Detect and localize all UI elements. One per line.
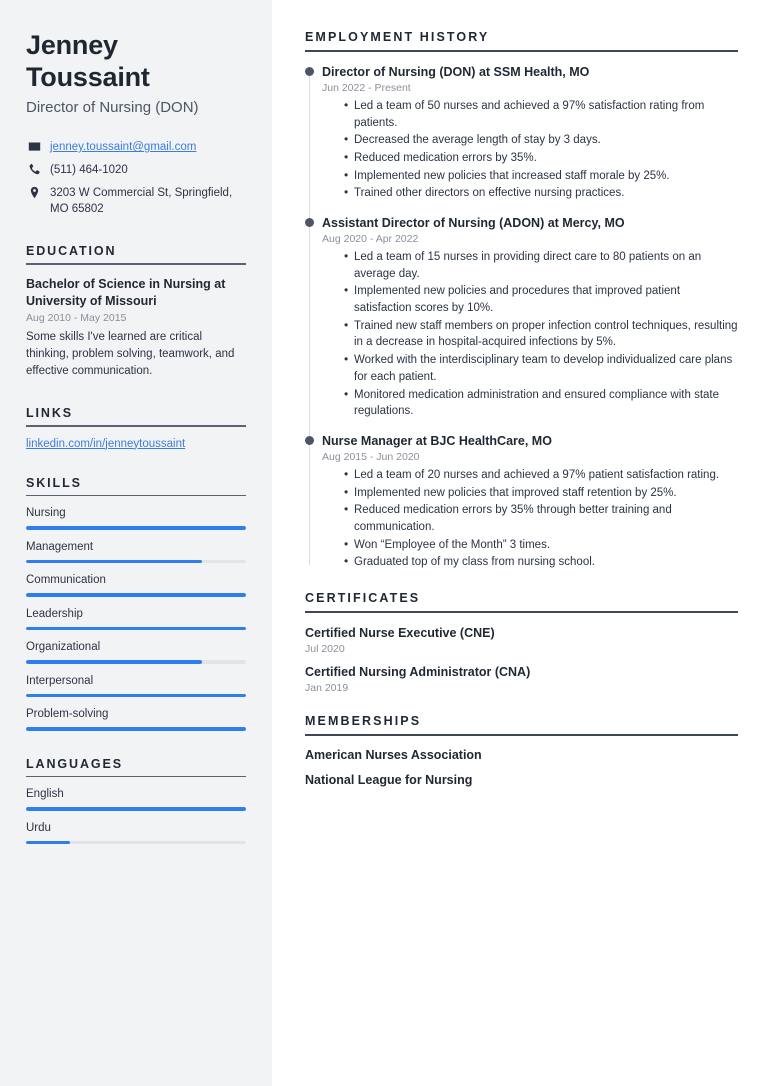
employment-divider [305, 50, 738, 52]
job-bullet: • Implemented new policies that improved staff retention by 25%. [344, 485, 738, 502]
job-title: Director of Nursing (DON) at SSM Health, MO [322, 64, 590, 79]
map-pin-icon [26, 185, 42, 199]
job-bullet-list [322, 249, 738, 420]
skill-bar-fill [26, 526, 246, 530]
memberships-heading: MEMBERSHIPS [305, 714, 422, 729]
contact-details [26, 139, 246, 218]
certificate-date: Jul 2020 [305, 642, 345, 655]
language-label: Urdu [26, 821, 51, 834]
certificates-heading: CERTIFICATES [305, 591, 421, 606]
language-item [26, 822, 246, 845]
languages-heading: LANGUAGES [26, 756, 123, 771]
education-title: Bachelor of Science in Nursing at University of Missouri [26, 276, 226, 308]
envelope-icon [26, 139, 42, 153]
links-heading: LINKS [26, 406, 73, 421]
contact-row-address [26, 185, 246, 218]
memberships-list [305, 748, 738, 787]
languages-section [26, 757, 246, 845]
language-bar-fill [26, 841, 70, 845]
languages-list [26, 788, 246, 844]
education-description: Some skills I've learned are critical thinking, problem solving, teamwork, and effective communication. [26, 331, 235, 378]
link-item-linkedin[interactable]: linkedin.com/in/jenneytoussaint [26, 437, 186, 450]
education-date: Aug 2010 - May 2015 [26, 312, 127, 324]
contact-row-phone [26, 162, 246, 179]
skills-heading: SKILLS [26, 475, 82, 490]
contact-row-email [26, 139, 246, 156]
candidate-name: Jenney Toussaint [26, 30, 150, 92]
skill-bar-fill [26, 627, 246, 631]
job-bullet-list [322, 467, 738, 571]
phone-value: (511) 464-1020 [50, 163, 128, 176]
address-value: 3203 W Commercial St, Springfield, MO 65802 [50, 186, 233, 216]
skill-item [26, 541, 246, 564]
skill-bar-track [26, 526, 246, 530]
sidebar [0, 0, 272, 1086]
skill-bar-fill [26, 694, 246, 698]
job-entry [322, 215, 738, 420]
skill-label: Organizational [26, 641, 101, 654]
skill-bar-fill [26, 727, 246, 731]
skill-label: Management [26, 540, 94, 553]
skill-label: Leadership [26, 607, 83, 620]
education-divider [26, 263, 246, 265]
certificate-name: Certified Nursing Administrator (CNA) [305, 664, 531, 679]
skill-bar-track [26, 593, 246, 597]
job-bullet: • Reduced medication errors by 35%. [344, 150, 738, 167]
skill-item [26, 708, 246, 731]
skill-item [26, 574, 246, 597]
language-bar-fill [26, 807, 246, 811]
candidate-job-title: Director of Nursing (DON) [26, 98, 199, 116]
skill-bar-fill [26, 560, 202, 564]
job-date: Aug 2020 - Apr 2022 [322, 233, 419, 246]
education-heading: EDUCATION [26, 243, 117, 258]
certificate-item [305, 625, 738, 655]
certificate-name: Certified Nurse Executive (CNE) [305, 625, 495, 640]
job-bullet: • Reduced medication errors by 35% through better training and communication. [344, 502, 738, 535]
skill-bar-track [26, 627, 246, 631]
employment-timeline [305, 64, 738, 572]
job-bullet: • Implemented new policies and procedures that improved patient satisfaction scores by 10%. [344, 283, 738, 316]
skill-item [26, 608, 246, 631]
memberships-divider [305, 734, 738, 736]
membership-item: National League for Nursing [305, 772, 473, 787]
employment-section [305, 30, 738, 571]
skill-label: Nursing [26, 507, 66, 520]
skill-label: Problem-solving [26, 708, 109, 721]
language-item [26, 788, 246, 811]
job-date: Jun 2022 - Present [322, 81, 411, 94]
job-bullet: • Graduated top of my class from nursing school. [344, 554, 738, 571]
education-section [26, 244, 246, 380]
certificate-date: Jan 2019 [305, 682, 349, 695]
phone-icon [26, 162, 42, 176]
email-link[interactable]: jenney.toussaint@gmail.com [50, 141, 197, 154]
skill-label: Interpersonal [26, 674, 94, 687]
job-bullet: • Won “Employee of the Month” 3 times. [344, 537, 738, 554]
skill-bar-fill [26, 660, 202, 664]
employment-heading: EMPLOYMENT HISTORY [305, 30, 490, 44]
languages-divider [26, 776, 246, 778]
skill-item [26, 675, 246, 698]
skill-bar-fill [26, 593, 246, 597]
skill-item [26, 507, 246, 530]
job-bullet: • Led a team of 15 nurses in providing direct care to 80 patients on an average day. [344, 249, 738, 282]
certificates-list [305, 625, 738, 695]
certificates-divider [305, 611, 738, 613]
job-bullet: • Led a team of 20 nurses and achieved a 97% patient satisfaction rating. [344, 467, 738, 484]
job-bullet: • Trained new staff members on proper infection control techniques, resulting in a decrease in hospital-acquired infections by 5%. [344, 318, 738, 351]
language-bar-track [26, 807, 246, 811]
skill-bar-track [26, 727, 246, 731]
job-bullet: • Implemented new policies that increased staff morale by 25%. [344, 168, 738, 185]
skill-bar-track [26, 560, 246, 564]
skill-label: Communication [26, 574, 106, 587]
certificate-item [305, 664, 738, 694]
skills-divider [26, 495, 246, 497]
job-bullet: • Led a team of 50 nurses and achieved a 97% satisfaction rating from patients. [344, 98, 738, 131]
job-bullet: • Trained other directors on effective nursing practices. [344, 185, 738, 202]
memberships-section [305, 714, 738, 787]
main-content [272, 0, 768, 1086]
job-bullet: • Monitored medication administration and ensured compliance with state regulations. [344, 387, 738, 420]
job-entry [322, 433, 738, 571]
membership-item: American Nurses Association [305, 747, 482, 762]
skill-bar-track [26, 694, 246, 698]
job-entry [322, 64, 738, 202]
job-title: Assistant Director of Nursing (ADON) at Mercy, MO [322, 215, 625, 230]
job-date: Aug 2015 - Jun 2020 [322, 451, 420, 464]
language-bar-track [26, 841, 246, 845]
skills-list [26, 507, 246, 731]
education-entry [26, 276, 246, 381]
certificates-section [305, 591, 738, 694]
skills-section [26, 476, 246, 731]
skill-bar-track [26, 660, 246, 664]
links-section [26, 406, 246, 450]
job-title: Nurse Manager at BJC HealthCare, MO [322, 433, 552, 448]
language-label: English [26, 788, 64, 801]
skill-item [26, 641, 246, 664]
job-bullet: • Decreased the average length of stay by 3 days. [344, 132, 738, 149]
job-bullet: • Worked with the interdisciplinary team to develop individualized care plans for each patient. [344, 352, 738, 385]
job-bullet-list [322, 98, 738, 202]
links-divider [26, 425, 246, 427]
